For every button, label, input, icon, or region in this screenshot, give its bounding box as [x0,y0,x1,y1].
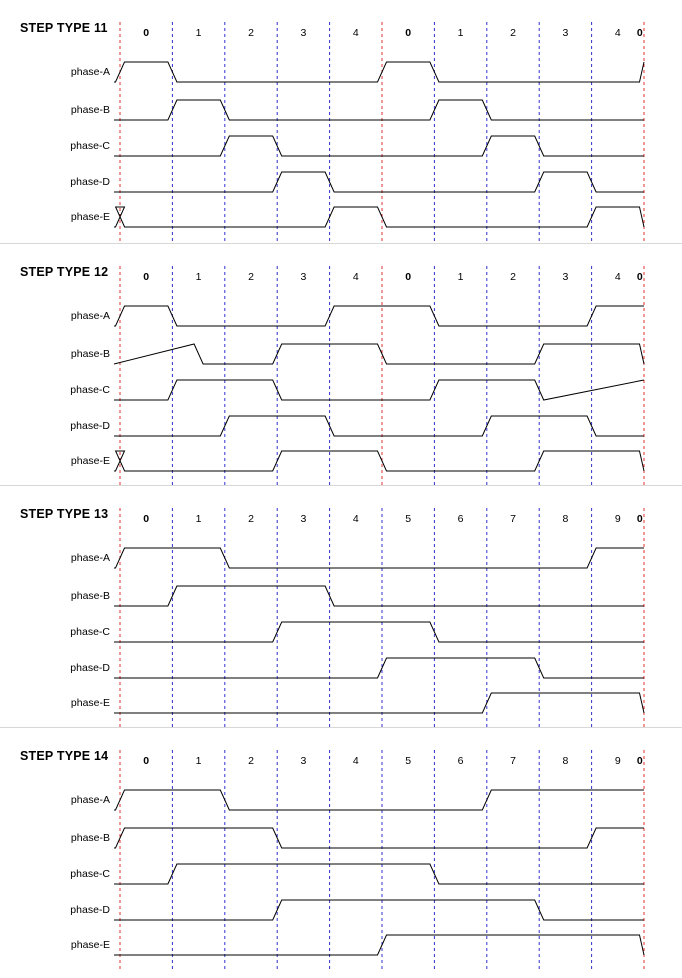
phase-row-label: phase-A [70,794,110,806]
step-tick-label: 4 [614,27,621,39]
section-divider [0,485,682,486]
step-tick-label: 9 [614,755,621,767]
timing-block [0,8,682,250]
step-tick-label: 9 [614,513,621,525]
phase-waveform [114,548,644,568]
phase-waveform [114,451,644,471]
phase-waveform [114,693,644,713]
step-tick-label: 1 [457,27,464,39]
waveform-canvas [0,8,682,250]
step-tick-label: 0 [636,27,643,39]
phase-waveform [114,344,644,364]
step-tick-label: 4 [352,513,359,525]
step-tick-label: 1 [457,271,464,283]
phase-row-label: phase-B [70,590,110,602]
phase-waveform [114,62,644,82]
step-tick-label: 3 [300,27,307,39]
phase-row-label: phase-A [70,66,110,78]
phase-row-label: phase-B [70,104,110,116]
timing-block [0,252,682,494]
step-tick-label: 4 [614,271,621,283]
step-tick-label: 2 [248,513,254,525]
block-title: STEP TYPE 14 [20,749,109,763]
step-tick-label: 0 [405,27,412,39]
phase-waveform [114,864,644,884]
step-tick-label: 5 [405,755,412,767]
phase-waveform [114,380,644,400]
phase-row-label: phase-C [70,868,110,880]
phase-row-label: phase-A [70,552,110,564]
waveform-canvas [0,252,682,494]
step-tick-label: 7 [510,513,516,525]
phase-row-label: phase-B [70,348,110,360]
phase-row-label: phase-A [70,310,110,322]
step-tick-label: 3 [300,271,307,283]
step-tick-label: 0 [143,27,150,39]
step-tick-label: 2 [510,27,516,39]
waveform-canvas [0,736,682,978]
phase-row-label: phase-D [70,176,110,188]
step-tick-label: 3 [300,755,307,767]
phase-waveform [114,172,644,192]
step-tick-label: 2 [248,271,254,283]
phase-waveform [114,306,644,326]
phase-row-label: phase-E [70,211,110,223]
step-tick-label: 2 [248,27,254,39]
phase-waveform [114,416,644,436]
step-tick-label: 3 [300,513,307,525]
step-tick-label: 6 [457,513,464,525]
phase-row-label: phase-E [70,939,110,951]
step-tick-label: 0 [636,755,643,767]
step-tick-label: 3 [562,271,569,283]
step-tick-label: 0 [143,755,150,767]
step-tick-label: 5 [405,513,412,525]
step-tick-label: 1 [195,27,202,39]
section-divider [0,243,682,244]
waveform-canvas [0,494,682,736]
phase-row-label: phase-B [70,832,110,844]
step-tick-label: 1 [195,271,202,283]
step-tick-label: 6 [457,755,464,767]
step-tick-label: 0 [143,271,150,283]
step-tick-label: 2 [248,755,254,767]
phase-row-label: phase-E [70,455,110,467]
step-tick-label: 0 [405,271,412,283]
step-tick-label: 7 [510,755,516,767]
phase-waveform [114,828,644,848]
block-title: STEP TYPE 11 [20,21,108,35]
phase-waveform [114,790,644,810]
step-tick-label: 3 [562,27,569,39]
phase-row-label: phase-C [70,384,110,396]
step-tick-label: 4 [352,27,359,39]
step-tick-label: 0 [636,271,643,283]
block-title: STEP TYPE 12 [20,265,109,279]
step-tick-label: 8 [562,513,569,525]
phase-row-label: phase-D [70,662,110,674]
step-tick-label: 2 [510,271,516,283]
phase-row-label: phase-D [70,420,110,432]
step-tick-label: 0 [636,513,643,525]
step-tick-label: 4 [352,271,359,283]
phase-waveform [114,935,644,955]
step-tick-label: 4 [352,755,359,767]
phase-waveform [114,900,644,920]
phase-row-label: phase-C [70,140,110,152]
phase-row-label: phase-D [70,904,110,916]
step-tick-label: 1 [195,755,202,767]
phase-waveform [114,586,644,606]
phase-waveform [114,207,644,227]
step-tick-label: 0 [143,513,150,525]
phase-waveform [114,100,644,120]
timing-block [0,736,682,978]
phase-row-label: phase-E [70,697,110,709]
block-title: STEP TYPE 13 [20,507,109,521]
phase-waveform [114,622,644,642]
step-tick-label: 1 [195,513,202,525]
timing-block [0,494,682,736]
section-divider [0,727,682,728]
phase-row-label: phase-C [70,626,110,638]
step-tick-label: 8 [562,755,569,767]
phase-waveform [114,658,644,678]
phase-waveform [114,136,644,156]
